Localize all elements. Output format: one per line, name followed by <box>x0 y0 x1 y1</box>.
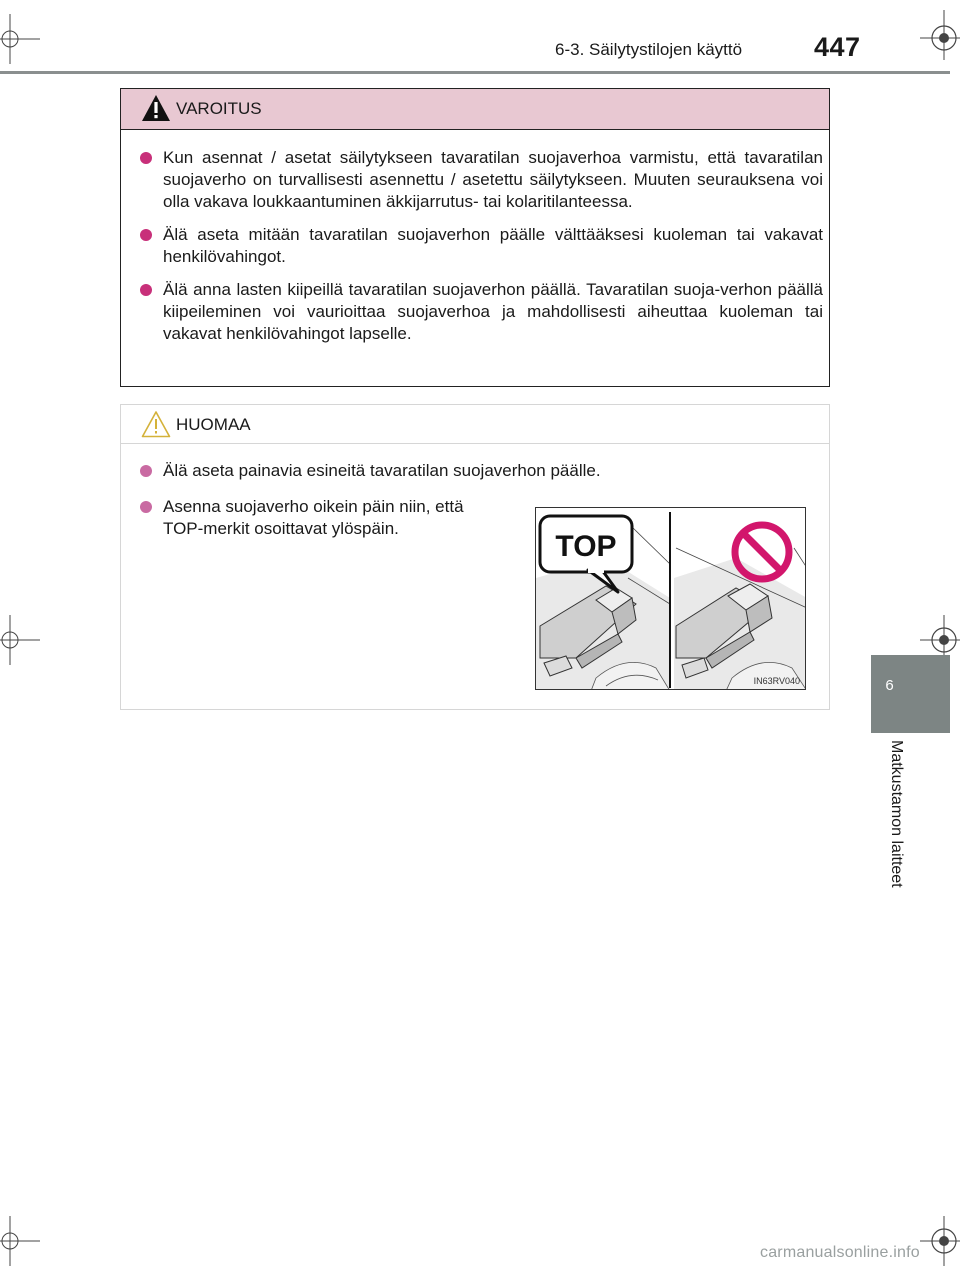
bullet-icon <box>140 501 152 513</box>
notice-box <box>120 404 830 710</box>
notice-item: Asenna suojaverho oikein päin niin, että TOP-merkit osoittavat ylöspäin. <box>140 496 505 540</box>
crop-mark-top-right <box>920 10 960 60</box>
tonneau-cover-illustration <box>535 507 806 690</box>
chapter-label: Matkustamon laitteet <box>888 740 905 888</box>
crop-mark-bottom-right <box>920 1216 960 1266</box>
crop-mark-bottom-left <box>0 1216 40 1266</box>
section-title: 6-3. Säilytystilojen käyttö <box>555 40 743 59</box>
bullet-icon <box>140 152 152 164</box>
tonneau-cover-drawing <box>536 508 806 690</box>
crop-mark-middle-left <box>0 615 40 665</box>
top-callout-label: TOP <box>555 530 617 563</box>
warning-list <box>140 147 823 356</box>
warning-box <box>120 88 830 387</box>
crop-mark-top-left <box>0 14 40 64</box>
watermark-text[interactable]: carmanualsonline.info <box>760 1244 920 1261</box>
page-number: 447 <box>814 32 861 62</box>
chapter-tab <box>871 655 950 733</box>
bullet-icon <box>140 284 152 296</box>
correct-orientation-drawing <box>536 508 670 690</box>
caution-triangle-icon <box>141 410 171 438</box>
notice-item: Älä aseta painavia esineitä tavaratilan suojaverhon päälle. <box>140 460 823 482</box>
warning-title: VAROITUS <box>176 99 262 118</box>
header-rule <box>0 71 950 74</box>
wrong-orientation-drawing <box>674 525 806 690</box>
warning-item: Älä aseta mitään tavaratilan suojaverhon päälle välttääksesi kuoleman tai vakavat henkilövahingot. <box>140 224 823 268</box>
notice-title: HUOMAA <box>176 415 251 434</box>
warning-item: Kun asennat / asetat säilytykseen tavaratilan suojaverhoa varmistu, että tavaratilan suojaverho on turvallisesti asennettu / asetettu säilytykseen. Muuten seurauksena voi olla vakava loukkaantuminen äkkijarrutus- tai kolaritilanteessa. <box>140 147 823 213</box>
illustration-code: IN63RV040 <box>753 676 800 686</box>
bullet-icon <box>140 229 152 241</box>
chapter-number: 6 <box>885 677 894 694</box>
warning-item: Älä anna lasten kiipeillä tavaratilan suojaverhon päällä. Tavaratilan suoja-verhon päällä kiipeileminen voi vaurioittaa suojaverhoa ja mahdollisesti aiheuttaa kuoleman tai vakavat henkilövahingot lapselle. <box>140 279 823 345</box>
notice-header <box>121 405 829 444</box>
bullet-icon <box>140 465 152 477</box>
warning-triangle-icon <box>141 94 171 122</box>
warning-header <box>121 89 829 130</box>
